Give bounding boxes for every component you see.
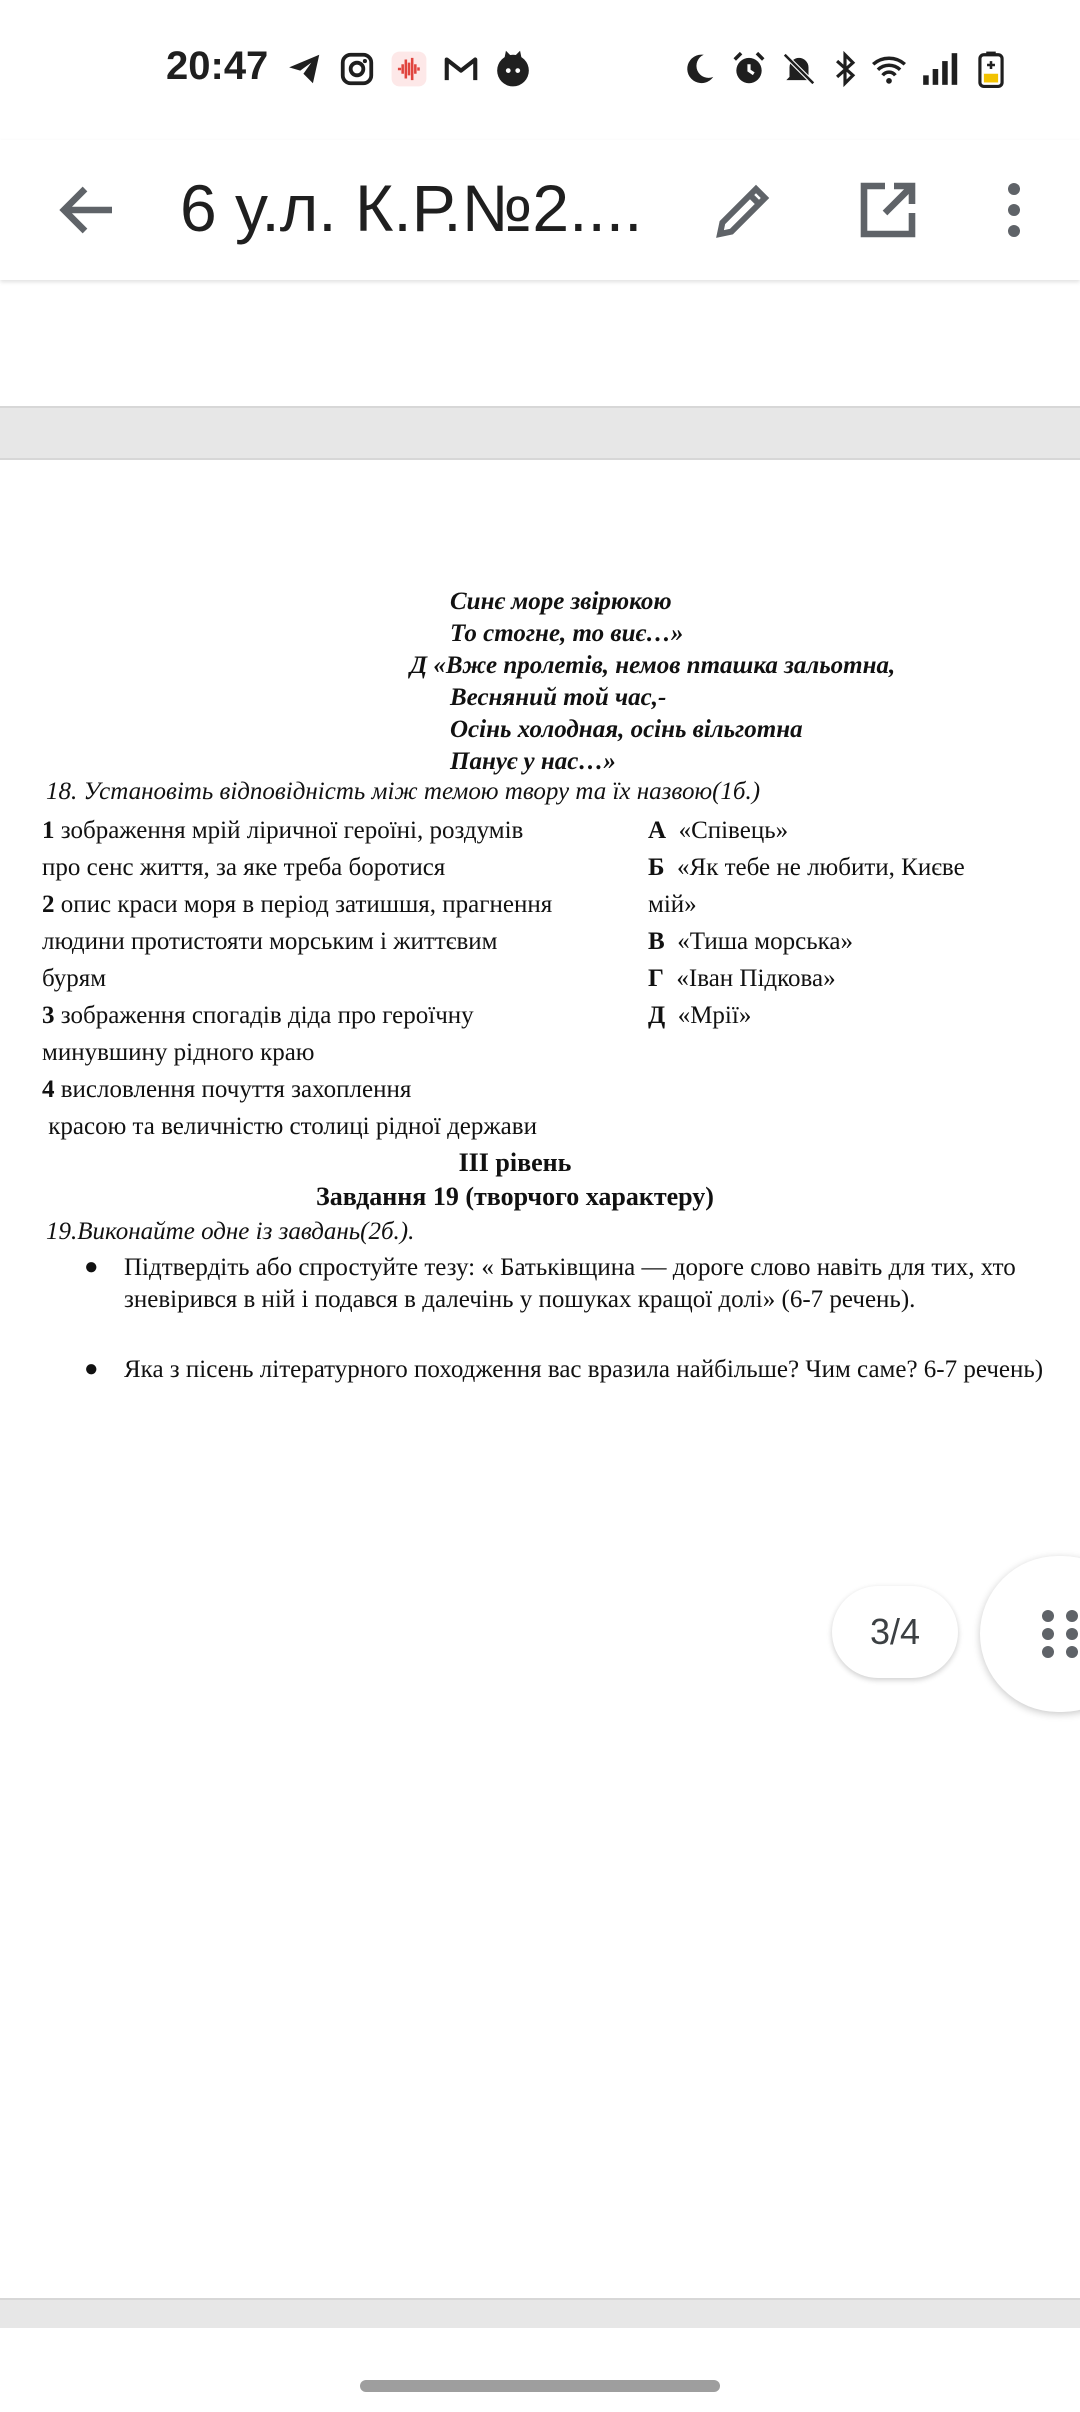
- theme-item: 2 опис краси моря в період затишшя, прагнення: [42, 891, 553, 918]
- poem-line: Весняний той час,-: [450, 684, 667, 711]
- theme-item-cont: про сенс життя, за яке треба боротися: [42, 854, 446, 881]
- poem-line: Панує у нас…»: [450, 748, 616, 775]
- poem-line: Синє море звірюкою: [450, 588, 672, 615]
- grid-dots-icon: [1038, 1608, 1080, 1660]
- page-separator: [0, 406, 1080, 460]
- task-18-heading: 18. Установіть відповідність між темою твору та їх назвою(1б.): [46, 778, 761, 805]
- moon-icon: [680, 50, 718, 88]
- more-options-icon[interactable]: [978, 174, 1050, 246]
- battery-icon: [972, 50, 1010, 88]
- bullet-dot: ●: [84, 1356, 99, 1382]
- instagram-icon: [338, 50, 376, 88]
- alarm-icon: [730, 50, 768, 88]
- bullet-text: Яка з пісень літературного походження вас вразила найбільше? Чим саме? 6-7 речень): [124, 1356, 1044, 1383]
- silent-icon: [780, 50, 818, 88]
- page-separator-bottom: [0, 2298, 1080, 2328]
- task-19-title: Завдання 19 (творчого характеру): [316, 1182, 714, 1211]
- open-external-icon[interactable]: [852, 174, 924, 246]
- bullet-dot: ●: [84, 1254, 99, 1280]
- document-title: 6 у.л. К.Р.№2....: [180, 171, 643, 245]
- title-item-cont: мій»: [648, 891, 697, 918]
- status-time: 20:47: [166, 44, 269, 88]
- theme-item-cont: минувшину рідного краю: [42, 1039, 315, 1066]
- page-grid-button[interactable]: [980, 1556, 1080, 1712]
- recorder-icon: [390, 50, 428, 88]
- title-item: А «Співець»: [648, 817, 789, 844]
- signal-icon: [920, 50, 958, 88]
- theme-item-cont: людини протистояти морським і життєвим: [42, 928, 498, 955]
- page-indicator: 3/4: [832, 1586, 958, 1678]
- poem-line: То стогне, то виє…»: [450, 620, 684, 647]
- home-gesture-bar[interactable]: [360, 2380, 720, 2392]
- theme-item: 4 висловлення почуття захоплення: [42, 1076, 412, 1103]
- theme-item-cont: бурям: [42, 965, 107, 992]
- title-item: В «Тиша морська»: [648, 928, 853, 955]
- wifi-icon: [870, 50, 908, 88]
- theme-item: 1 зображення мрій ліричної героїні, роздумів: [42, 817, 524, 844]
- edit-pencil-icon[interactable]: [708, 174, 780, 246]
- level-title: ІІІ рівень: [458, 1148, 572, 1177]
- telegram-icon: [286, 50, 324, 88]
- task-19-heading: 19.Виконайте одне із завдань(2б.).: [46, 1218, 415, 1245]
- title-item: Б «Як тебе не любити, Києве: [648, 854, 965, 881]
- bullet-text: Підтвердіть або спростуйте тезу: « Батьківщина — дороге слово навіть для тих, хто зневірився в ній і подався в далечінь у пошуках кращої долі» (6-7 речень).: [124, 1254, 1016, 1313]
- poem-line: Д «Вже пролетів, немов пташка зальотна,: [410, 652, 896, 679]
- poem-line: Осінь холодная, осінь вільготна: [450, 716, 803, 743]
- theme-item: 3 зображення спогадів діда про героїчну: [42, 1002, 474, 1029]
- title-item: Д «Мрії»: [648, 1002, 752, 1029]
- status-bar: [0, 0, 1080, 140]
- cat-app-icon: [494, 50, 532, 88]
- gmail-icon: [442, 50, 480, 88]
- app-bar: [0, 140, 1080, 280]
- title-item: Г «Іван Підкова»: [648, 965, 836, 992]
- bluetooth-icon: [826, 50, 864, 88]
- theme-item-cont: красою та величністю столиці рідної держави: [42, 1113, 537, 1140]
- back-arrow-icon[interactable]: [52, 174, 124, 246]
